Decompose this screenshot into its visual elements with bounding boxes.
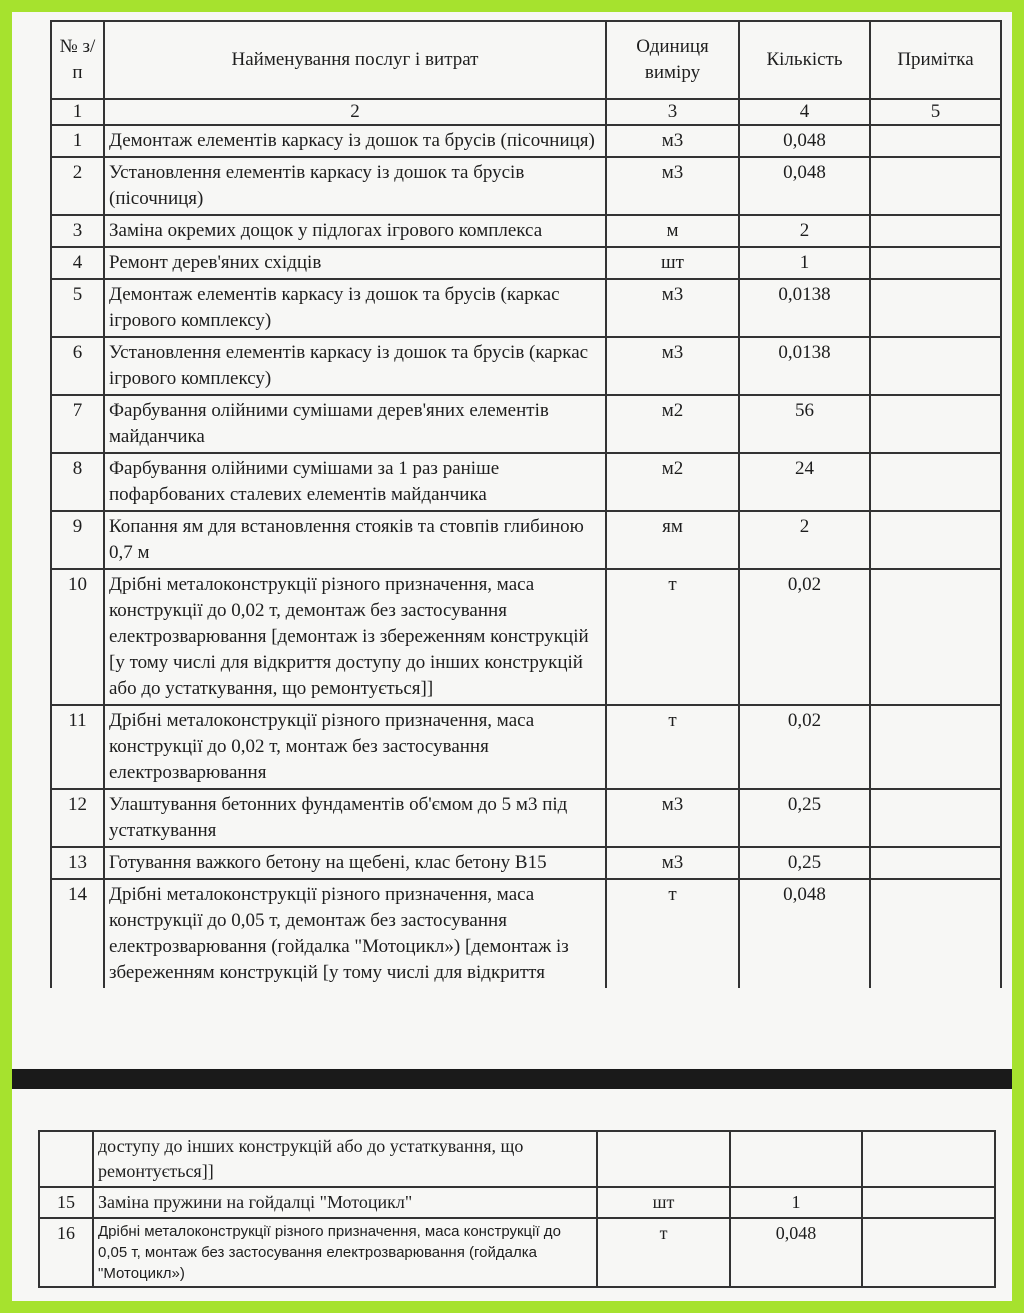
header-note: Примітка (870, 21, 1001, 99)
row-unit: шт (597, 1187, 730, 1218)
table-row (39, 1218, 995, 1287)
table-row (51, 247, 1001, 279)
row-unit: т (606, 879, 739, 988)
row-no: 16 (39, 1218, 93, 1287)
row-note (870, 847, 1001, 879)
table-row (51, 569, 1001, 705)
table-row (51, 395, 1001, 453)
table-row (51, 511, 1001, 569)
row-unit: ям (606, 511, 739, 569)
row-note (870, 705, 1001, 789)
row-qty: 0,02 (739, 705, 870, 789)
row-qty: 0,25 (739, 789, 870, 847)
row-no: 12 (51, 789, 104, 847)
table-row (51, 125, 1001, 157)
header-row (51, 21, 1001, 99)
row-unit: м3 (606, 279, 739, 337)
row-note (870, 511, 1001, 569)
row-name: Копання ям для встановлення стояків та стовпів глибиною 0,7 м (104, 511, 606, 569)
row-unit: м2 (606, 453, 739, 511)
row-unit: т (606, 705, 739, 789)
row-qty: 0,0138 (739, 279, 870, 337)
row-qty: 1 (739, 247, 870, 279)
header-unit: Одиниця виміру (606, 21, 739, 99)
row-no: 8 (51, 453, 104, 511)
row-unit: т (597, 1218, 730, 1287)
row-no: 2 (51, 157, 104, 215)
row-no: 4 (51, 247, 104, 279)
services-table-continuation (38, 1130, 996, 1288)
services-table (50, 20, 1002, 988)
row-name: Улаштування бетонних фундаментів об'ємом до 5 м3 під устаткування (104, 789, 606, 847)
row-name: Демонтаж елементів каркасу із дошок та брусів (каркас ігрового комплексу) (104, 279, 606, 337)
table-row (51, 453, 1001, 511)
row-note (870, 125, 1001, 157)
row-qty: 1 (730, 1187, 862, 1218)
row-no: 6 (51, 337, 104, 395)
column-number: 4 (739, 99, 870, 125)
row-unit: м3 (606, 789, 739, 847)
row-name: Дрібні металоконструкції різного призначення, маса конструкції до 0,05 т, монтаж без застосування електрозварювання (гойдалка "Мотоцикл») (93, 1218, 597, 1287)
table-row (39, 1187, 995, 1218)
row-note (870, 395, 1001, 453)
row-note (870, 879, 1001, 988)
row-no: 5 (51, 279, 104, 337)
row-unit: м2 (606, 395, 739, 453)
row-name: Заміна пружини на гойдалці "Мотоцикл" (93, 1187, 597, 1218)
table-row (51, 337, 1001, 395)
row-name: Установлення елементів каркасу із дошок та брусів (каркас ігрового комплексу) (104, 337, 606, 395)
column-number: 2 (104, 99, 606, 125)
row-unit: м3 (606, 847, 739, 879)
row-qty: 0,02 (739, 569, 870, 705)
row-note (862, 1131, 995, 1187)
row-note (862, 1187, 995, 1218)
row-name: Фарбування олійними сумішами дерев'яних елементів майданчика (104, 395, 606, 453)
row-qty: 2 (739, 511, 870, 569)
row-qty: 0,25 (739, 847, 870, 879)
row-no: 10 (51, 569, 104, 705)
row-note (862, 1218, 995, 1287)
row-name: Демонтаж елементів каркасу із дошок та брусів (пісочниця) (104, 125, 606, 157)
table-row (51, 705, 1001, 789)
table-row (51, 879, 1001, 988)
row-unit: м (606, 215, 739, 247)
table-row (51, 789, 1001, 847)
row-qty (730, 1131, 862, 1187)
row-name: Дрібні металоконструкції різного призначення, маса конструкції до 0,02 т, монтаж без застосування електрозварювання (104, 705, 606, 789)
column-number: 3 (606, 99, 739, 125)
row-qty: 2 (739, 215, 870, 247)
row-name: Фарбування олійними сумішами за 1 раз раніше пофарбованих сталевих елементів майданчика (104, 453, 606, 511)
row-no: 11 (51, 705, 104, 789)
row-unit: м3 (606, 337, 739, 395)
row-no: 1 (51, 125, 104, 157)
row-unit (597, 1131, 730, 1187)
header-qty: Кількість (739, 21, 870, 99)
header-no: № з/п (51, 21, 104, 99)
row-qty: 0,0138 (739, 337, 870, 395)
row-no: 3 (51, 215, 104, 247)
row-no: 14 (51, 879, 104, 988)
row-note (870, 453, 1001, 511)
row-no: 7 (51, 395, 104, 453)
page-divider (0, 1069, 1024, 1089)
row-no (39, 1131, 93, 1187)
row-name: Ремонт дерев'яних східців (104, 247, 606, 279)
row-name: Дрібні металоконструкції різного призначення, маса конструкції до 0,05 т, демонтаж без застосування електрозварювання (гойдалка "Мотоцикл») [демонтаж із збереженням конструкцій [у тому числі для відкриття (104, 879, 606, 988)
row-unit: м3 (606, 125, 739, 157)
table-row (51, 279, 1001, 337)
row-note (870, 279, 1001, 337)
row-note (870, 215, 1001, 247)
row-name: Заміна окремих дощок у підлогах ігрового комплекса (104, 215, 606, 247)
table-row (51, 157, 1001, 215)
row-qty: 0,048 (739, 125, 870, 157)
column-number-row (51, 99, 1001, 125)
table-row (51, 847, 1001, 879)
column-number: 5 (870, 99, 1001, 125)
row-qty: 0,048 (739, 157, 870, 215)
table-row (51, 215, 1001, 247)
row-qty: 0,048 (730, 1218, 862, 1287)
row-name: Установлення елементів каркасу із дошок та брусів (пісочниця) (104, 157, 606, 215)
row-note (870, 569, 1001, 705)
row-note (870, 157, 1001, 215)
row-qty: 0,048 (739, 879, 870, 988)
row-name: Готування важкого бетону на щебені, клас бетону В15 (104, 847, 606, 879)
row-no: 15 (39, 1187, 93, 1218)
row-note (870, 337, 1001, 395)
row-no: 13 (51, 847, 104, 879)
row-unit: м3 (606, 157, 739, 215)
row-unit: т (606, 569, 739, 705)
row-name: доступу до інших конструкцій або до устаткування, що ремонтується]] (93, 1131, 597, 1187)
column-number: 1 (51, 99, 104, 125)
row-unit: шт (606, 247, 739, 279)
row-note (870, 247, 1001, 279)
row-name: Дрібні металоконструкції різного призначення, маса конструкції до 0,02 т, демонтаж без застосування електрозварювання [демонтаж із збереженням конструкцій [у тому числі для відкриття доступу до інших конструкцій або до устаткування, що ремонтується]] (104, 569, 606, 705)
header-name: Найменування послуг і витрат (104, 21, 606, 99)
row-qty: 56 (739, 395, 870, 453)
row-no: 9 (51, 511, 104, 569)
table-row (39, 1131, 995, 1187)
row-qty: 24 (739, 453, 870, 511)
row-note (870, 789, 1001, 847)
